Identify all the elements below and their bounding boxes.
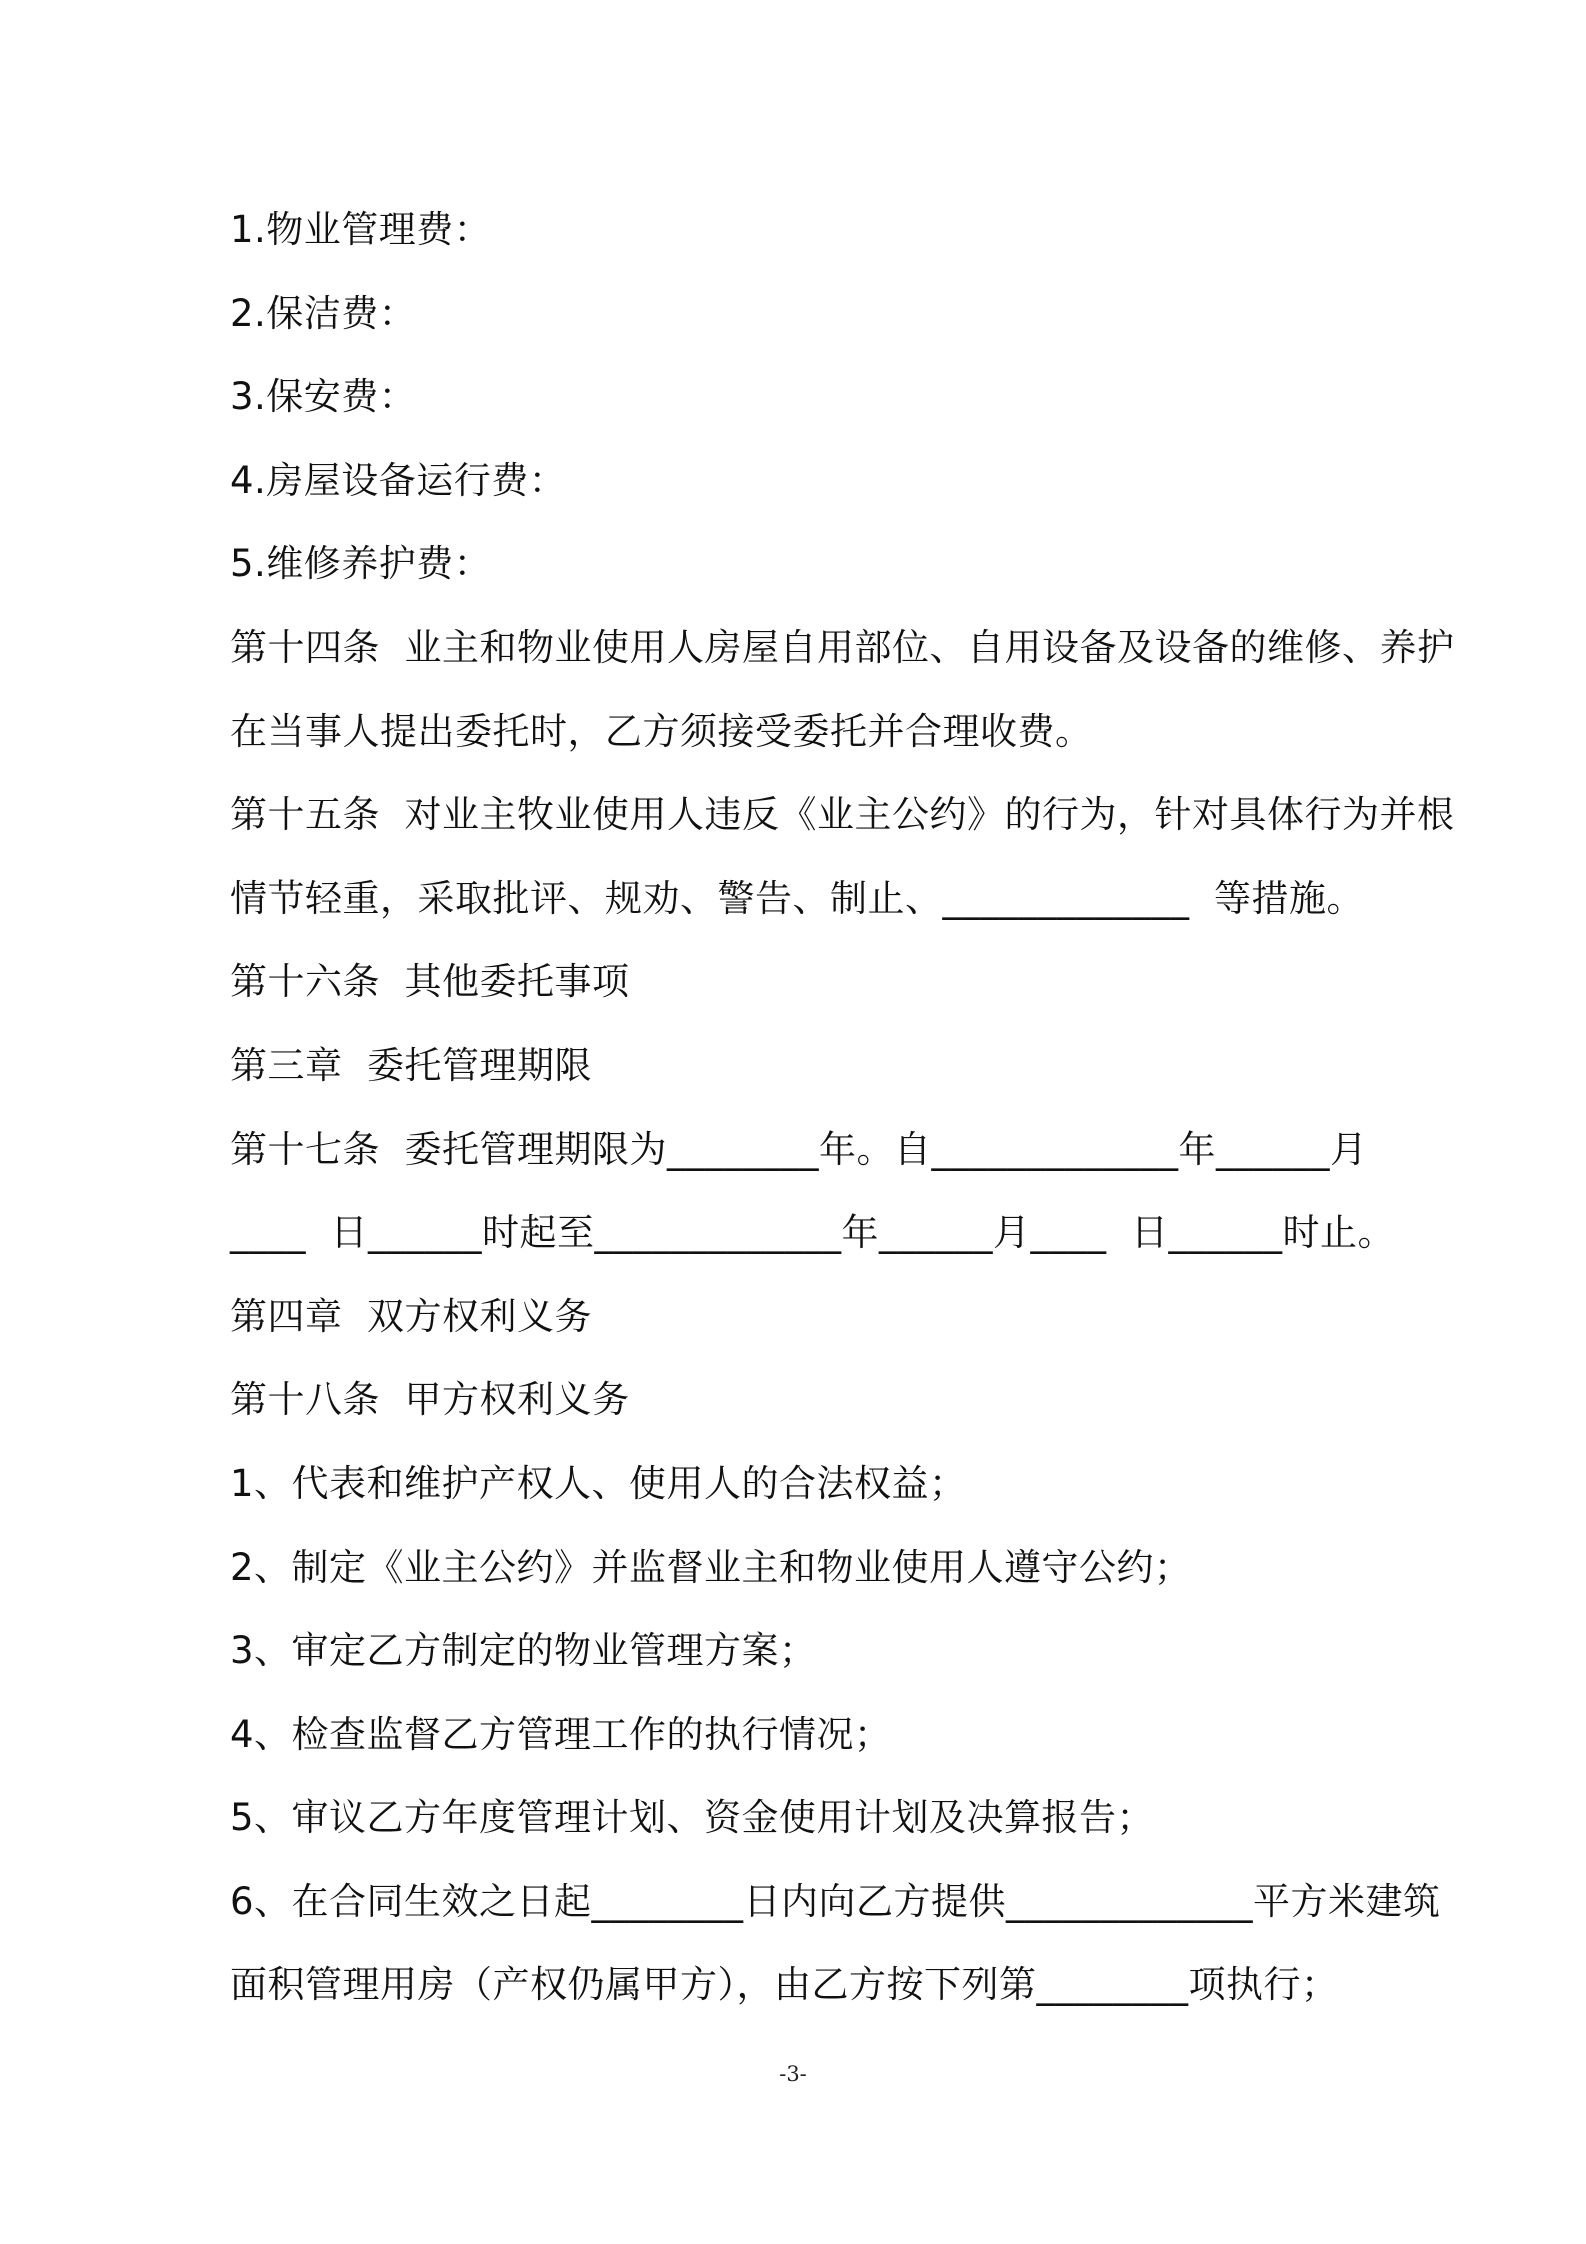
text-line-21: 6、在合同生效之日起________日内向乙方提供_____________平方米建筑 [230,1879,1441,1923]
text-line-13: ____ 日______时起至_____________年______月____ 日______时止。 [230,1211,1396,1255]
text-line-22: 面积管理用房（产权仍属甲方），由乙方按下列第________项执行； [230,1963,1339,2007]
text-line-6: 第十四条 业主和物业使用人房屋自用部位、自用设备及设备的维修、养护 [230,625,1455,669]
text-line-15: 第十八条 甲方权利义务 [230,1378,630,1422]
text-line-5: 5.维修养护费： [230,542,492,586]
page-number: -3- [779,2062,807,2086]
text-line-3: 3.保安费： [230,375,417,419]
text-line-14: 第四章 双方权利义务 [230,1294,593,1338]
text-line-9: 情节轻重，采取批评、规劝、警告、制止、_____________ 等措施。 [230,876,1365,920]
text-line-10: 第十六条 其他委托事项 [230,960,630,1004]
text-line-8: 第十五条 对业主牧业使用人违反《业主公约》的行为，针对具体行为并根 [230,793,1455,837]
text-line-19: 4、检查监督乙方管理工作的执行情况； [230,1712,892,1756]
text-line-18: 3、审定乙方制定的物业管理方案； [230,1629,817,1673]
text-line-4: 4.房屋设备运行费： [230,458,567,502]
text-line-16: 1、代表和维护产权人、使用人的合法权益； [230,1461,967,1505]
text-line-20: 5、审议乙方年度管理计划、资金使用计划及决算报告； [230,1796,1155,1840]
text-line-1: 1.物业管理费： [230,208,492,251]
text-line-2: 2.保洁费： [230,291,417,335]
text-line-17: 2、制定《业主公约》并监督业主和物业使用人遵守公约； [230,1545,1192,1589]
text-line-11: 第三章 委托管理期限 [230,1043,593,1087]
text-line-7: 在当事人提出委托时，乙方须接受委托并合理收费。 [230,709,1093,753]
text-line-12: 第十七条 委托管理期限为________年。自_____________年______月 [230,1127,1368,1171]
document-body [230,188,1455,2027]
